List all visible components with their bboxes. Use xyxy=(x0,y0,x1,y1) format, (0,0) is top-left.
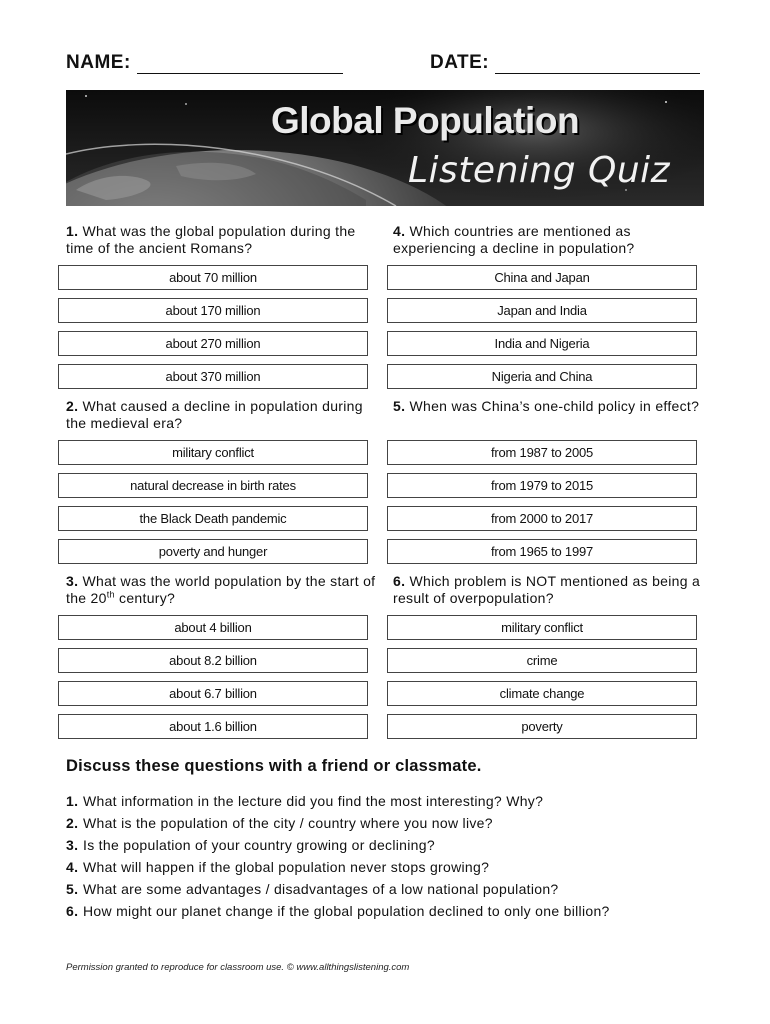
answer-option[interactable]: about 370 million xyxy=(58,364,368,389)
name-field[interactable] xyxy=(66,52,343,74)
question-text xyxy=(393,223,703,257)
date-field[interactable] xyxy=(430,52,700,74)
title-banner xyxy=(66,90,704,206)
answer-option[interactable]: from 2000 to 2017 xyxy=(387,506,697,531)
question-6 xyxy=(393,573,703,739)
copyright-footer: Permission granted to reproduce for classroom use. © www.allthingslistening.com xyxy=(66,962,410,973)
name-label: NAME: xyxy=(66,52,131,73)
question-prompt: What caused a decline in population during the medieval era? xyxy=(66,398,363,431)
discussion-item xyxy=(66,834,686,856)
question-text xyxy=(393,573,703,607)
discussion-heading: Discuss these questions with a friend or classmate. xyxy=(66,757,482,775)
answer-option[interactable]: climate change xyxy=(387,681,697,706)
item-text: What is the population of the city / country where you now live? xyxy=(83,815,493,831)
discussion-item xyxy=(66,878,686,900)
discussion-item xyxy=(66,790,686,812)
answer-option[interactable]: natural decrease in birth rates xyxy=(58,473,368,498)
question-number: 2. xyxy=(66,398,79,414)
question-prompt: What was the global population during the time of the ancient Romans? xyxy=(66,223,356,256)
question-text xyxy=(66,573,376,607)
question-number: 4. xyxy=(393,223,406,239)
item-text: What are some advantages / disadvantages of a low national population? xyxy=(83,881,559,897)
item-number: 3. xyxy=(66,837,79,853)
answer-option[interactable]: crime xyxy=(387,648,697,673)
question-5 xyxy=(393,398,703,564)
item-text: What will happen if the global population never stops growing? xyxy=(83,859,490,875)
banner-subtitle: Listening Quiz xyxy=(408,150,671,191)
question-text xyxy=(393,398,703,432)
question-1 xyxy=(66,223,376,389)
question-text xyxy=(66,398,376,432)
answer-option[interactable]: about 270 million xyxy=(58,331,368,356)
item-text: Is the population of your country growing or declining? xyxy=(83,837,435,853)
discussion-item xyxy=(66,900,686,922)
discussion-list xyxy=(66,790,686,922)
question-prompt: Which countries are mentioned as experiencing a decline in population? xyxy=(393,223,635,256)
answer-option[interactable]: Nigeria and China xyxy=(387,364,697,389)
question-number: 5. xyxy=(393,398,406,414)
answer-option[interactable]: Japan and India xyxy=(387,298,697,323)
answer-option[interactable]: about 170 million xyxy=(58,298,368,323)
item-number: 4. xyxy=(66,859,79,875)
discussion-item xyxy=(66,812,686,834)
answer-option[interactable]: from 1965 to 1997 xyxy=(387,539,697,564)
ordinal-superscript: th xyxy=(106,589,115,600)
answer-option[interactable]: poverty and hunger xyxy=(58,539,368,564)
answer-option[interactable]: poverty xyxy=(387,714,697,739)
question-3 xyxy=(66,573,376,739)
question-number: 3. xyxy=(66,573,79,589)
answer-option[interactable]: the Black Death pandemic xyxy=(58,506,368,531)
answer-option[interactable]: about 70 million xyxy=(58,265,368,290)
item-text: What information in the lecture did you find the most interesting? Why? xyxy=(83,793,544,809)
answer-option[interactable]: military conflict xyxy=(387,615,697,640)
item-text: How might our planet change if the global population declined to only one billion? xyxy=(83,903,610,919)
answer-option[interactable]: about 8.2 billion xyxy=(58,648,368,673)
date-label: DATE: xyxy=(430,52,490,73)
date-blank-line[interactable] xyxy=(495,55,700,74)
question-prompt: What was the world population by the start of the 20 xyxy=(66,573,376,606)
item-number: 5. xyxy=(66,881,79,897)
question-prompt: When was China’s one-child policy in effect? xyxy=(409,398,700,414)
item-number: 6. xyxy=(66,903,79,919)
discussion-item xyxy=(66,856,686,878)
question-2 xyxy=(66,398,376,564)
answer-option[interactable]: about 6.7 billion xyxy=(58,681,368,706)
answer-option[interactable]: military conflict xyxy=(58,440,368,465)
question-prompt-end: century? xyxy=(114,590,176,606)
question-number: 6. xyxy=(393,573,406,589)
question-text xyxy=(66,223,376,257)
item-number: 1. xyxy=(66,793,79,809)
answer-option[interactable]: about 4 billion xyxy=(58,615,368,640)
name-blank-line[interactable] xyxy=(137,55,343,74)
answer-option[interactable]: China and Japan xyxy=(387,265,697,290)
answer-option[interactable]: from 1979 to 2015 xyxy=(387,473,697,498)
question-number: 1. xyxy=(66,223,79,239)
answer-option[interactable]: about 1.6 billion xyxy=(58,714,368,739)
banner-title: Global Population xyxy=(271,100,580,141)
answer-option[interactable]: India and Nigeria xyxy=(387,331,697,356)
question-prompt: Which problem is NOT mentioned as being a result of overpopulation? xyxy=(393,573,701,606)
item-number: 2. xyxy=(66,815,79,831)
answer-option[interactable]: from 1987 to 2005 xyxy=(387,440,697,465)
question-4 xyxy=(393,223,703,389)
